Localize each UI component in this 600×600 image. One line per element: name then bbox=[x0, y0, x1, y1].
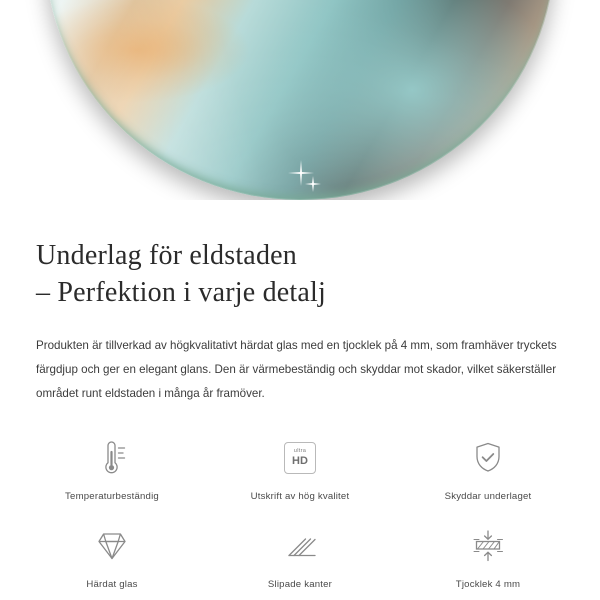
feature-label: Temperaturbeständig bbox=[65, 490, 159, 502]
feature-high-quality-print bbox=[206, 436, 394, 502]
feature-polished-edges bbox=[206, 524, 394, 590]
shield-check-icon bbox=[471, 436, 505, 480]
hero-image bbox=[0, 0, 600, 200]
feature-thickness bbox=[394, 524, 582, 590]
page-title bbox=[36, 238, 564, 312]
ultra-hd-icon bbox=[284, 436, 316, 480]
feature-grid bbox=[0, 436, 600, 590]
feature-label: Tjocklek 4 mm bbox=[455, 578, 521, 590]
ultra-hd-badge-bottom: HD bbox=[292, 454, 308, 467]
feature-label: Slipade kanter bbox=[267, 578, 333, 590]
thermometer-icon bbox=[95, 436, 129, 480]
feature-label: Utskrift av hög kvalitet bbox=[250, 490, 350, 502]
feature-label: Härdat glas bbox=[86, 578, 138, 590]
ultra-hd-badge-top: ultra bbox=[293, 448, 307, 455]
product-description-text: Produkten är tillverkad av högkvalitativt härdat glas med en tjocklek på 4 mm, som framhäver tryckets färgdjup och ger en elegant glans. Den är värmebeständig och skyddar mot skador, vilket säkerställer området runt eldstaden i många år framöver. bbox=[36, 338, 557, 400]
headline-line-1: Underlag för eldstaden bbox=[36, 240, 297, 271]
feature-tempered-glass bbox=[18, 524, 206, 590]
diamond-icon bbox=[94, 524, 130, 568]
thickness-arrows-icon bbox=[470, 524, 506, 568]
headline-line-2: – Perfektion i varje detalj bbox=[36, 276, 326, 308]
feature-temperature-resistant bbox=[18, 436, 206, 502]
polished-edges-icon bbox=[283, 524, 317, 568]
feature-label: Skyddar underlaget bbox=[444, 490, 532, 502]
text-content bbox=[0, 200, 600, 406]
feature-protects-surface bbox=[394, 436, 582, 502]
round-glass-plate bbox=[45, 0, 555, 200]
